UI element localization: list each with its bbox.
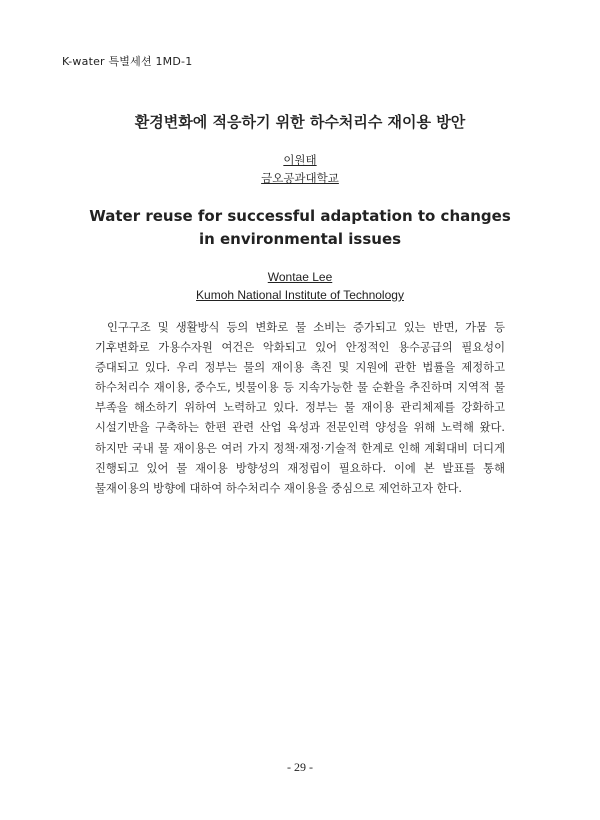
- author-name-korean: 이원태: [283, 153, 317, 167]
- affiliation-english: Kumoh National Institute of Technology: [196, 288, 404, 302]
- affiliation-korean: 금오공과대학교: [261, 171, 339, 185]
- paper-title-english: [0, 205, 600, 251]
- author-name-english: Wontae Lee: [267, 270, 333, 284]
- page-number: - 29 -: [287, 760, 313, 774]
- title-english-line-2: in environmental issues: [198, 230, 402, 248]
- title-english-line-1: Water reuse for successful adaptation to changes: [89, 207, 511, 225]
- running-header: K-water 특별세션 1MD-1: [62, 55, 193, 68]
- abstract-paragraph: 인구구조 및 생활방식 등의 변화로 물 소비는 증가되고 있는 반면, 가뭄 등 기후변화로 가용수자원 여건은 악화되고 있어 안정적인 용수공급의 필요성이 증대되고 있다. 우리 정부는 물의 재이용 촉진 및 지원에 관한 법률을 제정하고 하수처리수 재이용, 중수도, 빗물이용 등 지속가능한 물 순환을 추진하며 지역적 물 부족을 해소하기 위하여 노력하고 있다. 정부는 물 재이용 관리체제를 강화하고 시설기반을 구축하는 한편 관련 산업 육성과 전문인력 양성을 위해 노력해 왔다. 하지만 국내 물 재이용은 여러 가지 정책·재정·기술적 한계로 인해 계획대비 더디게 진행되고 있어 물 재이용 방향성의 재정립이 필요하다. 이에 본 발표를 통해 물재이용의 방향에 대하여 하수처리수 재이용을 중심으로 제언하고자 한다.: [95, 321, 505, 495]
- paper-title-korean: 환경변화에 적응하기 위한 하수처리수 재이용 방안: [134, 113, 466, 131]
